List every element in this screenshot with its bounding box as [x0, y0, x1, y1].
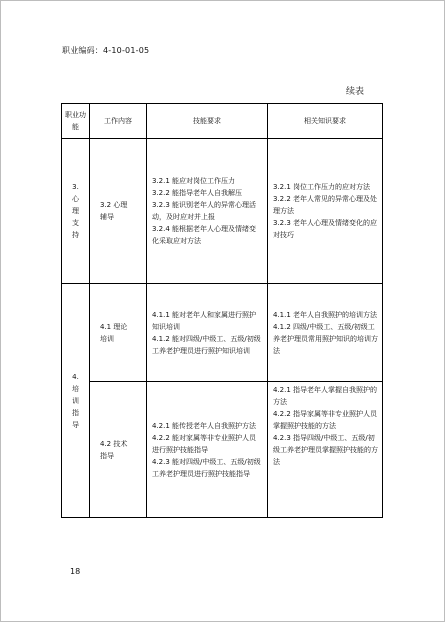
table-row — [62, 139, 383, 284]
table-header-row — [62, 104, 383, 139]
occupation-code: 职业编码：4-10-01-05 — [62, 46, 150, 55]
knowledge-item: 4.2.3 指导四级/中级工、五级/初级工养老护理员掌握照护技能的方法 — [273, 434, 378, 466]
content-cell-3-2: 3.2 心理 辅导 — [90, 139, 147, 284]
skills-cell-3-2 — [147, 139, 268, 284]
header-function — [62, 104, 90, 139]
page-number: 18 — [70, 567, 81, 576]
skills-cell-4-1 — [147, 284, 268, 382]
skills-table — [61, 103, 383, 518]
content-cell-4-1: 4.1 理论 培训 — [90, 284, 147, 382]
skills-cell-4-2 — [147, 382, 268, 518]
knowledge-item: 4.2.2 指导家属等非专业照护人员掌握照护技能的方法 — [273, 410, 378, 430]
skill-item: 4.1.2 能对四级/中级工、五级/初级工养老护理员进行照护知识培训 — [152, 334, 261, 355]
skill-item: 3.2.2 能指导老年人自我解压 — [152, 189, 243, 197]
content-cell-4-2: 4.2 技术 指导 — [90, 382, 147, 518]
knowledge-cell-4-1 — [268, 284, 383, 382]
skill-item: 4.2.3 能对四级/中级工、五级/初级工养老护理员进行照护技能指导 — [152, 457, 261, 478]
skill-item: 3.2.1 能应对岗位工作压力 — [152, 177, 236, 185]
header-knowledge: 相关知识要求 — [268, 104, 383, 139]
knowledge-item: 4.1.2 四级/中级工、五级/初级工养老护理员常用照护知识的培训方法 — [273, 322, 378, 355]
knowledge-cell-4-2 — [268, 382, 383, 518]
function-cell-4: 4. 培 训 指 导 — [62, 284, 90, 518]
table-row — [62, 382, 383, 518]
function-cell-3: 3. 心 理 支 持 — [62, 139, 90, 284]
header-content: 工作内容 — [90, 104, 147, 139]
knowledge-cell-3-2 — [268, 139, 383, 284]
knowledge-item: 3.2.1 岗位工作压力的应对方法 — [273, 183, 371, 191]
knowledge-item: 4.2.1 指导老年人掌握自我照护的方法 — [273, 386, 378, 406]
skill-item: 4.1.1 能对老年人和家属进行照护知识培训 — [152, 310, 257, 331]
knowledge-item: 4.1.1 老年人自我照护的培训方法 — [273, 310, 378, 319]
knowledge-item: 3.2.3 老年人心理及情绪变化的应对技巧 — [273, 219, 378, 239]
continued-label: 续表 — [346, 87, 365, 97]
knowledge-item: 3.2.2 老年人常见的异常心理及处理方法 — [273, 195, 378, 215]
table-row — [62, 284, 383, 382]
skill-item: 3.2.3 能识别老年人的异常心理活动，及时应对并上报 — [152, 201, 257, 221]
skill-item: 4.2.2 能对家属等非专业照护人员进行照护技能指导 — [152, 433, 257, 454]
skill-item: 4.2.1 能传授老年人自我照护方法 — [152, 421, 257, 430]
header-skills: 技能要求 — [147, 104, 268, 139]
skill-item: 3.2.4 能根据老年人心理及情绪变化采取应对方法 — [152, 225, 257, 245]
header-function-text: 职业功能 — [65, 111, 86, 131]
